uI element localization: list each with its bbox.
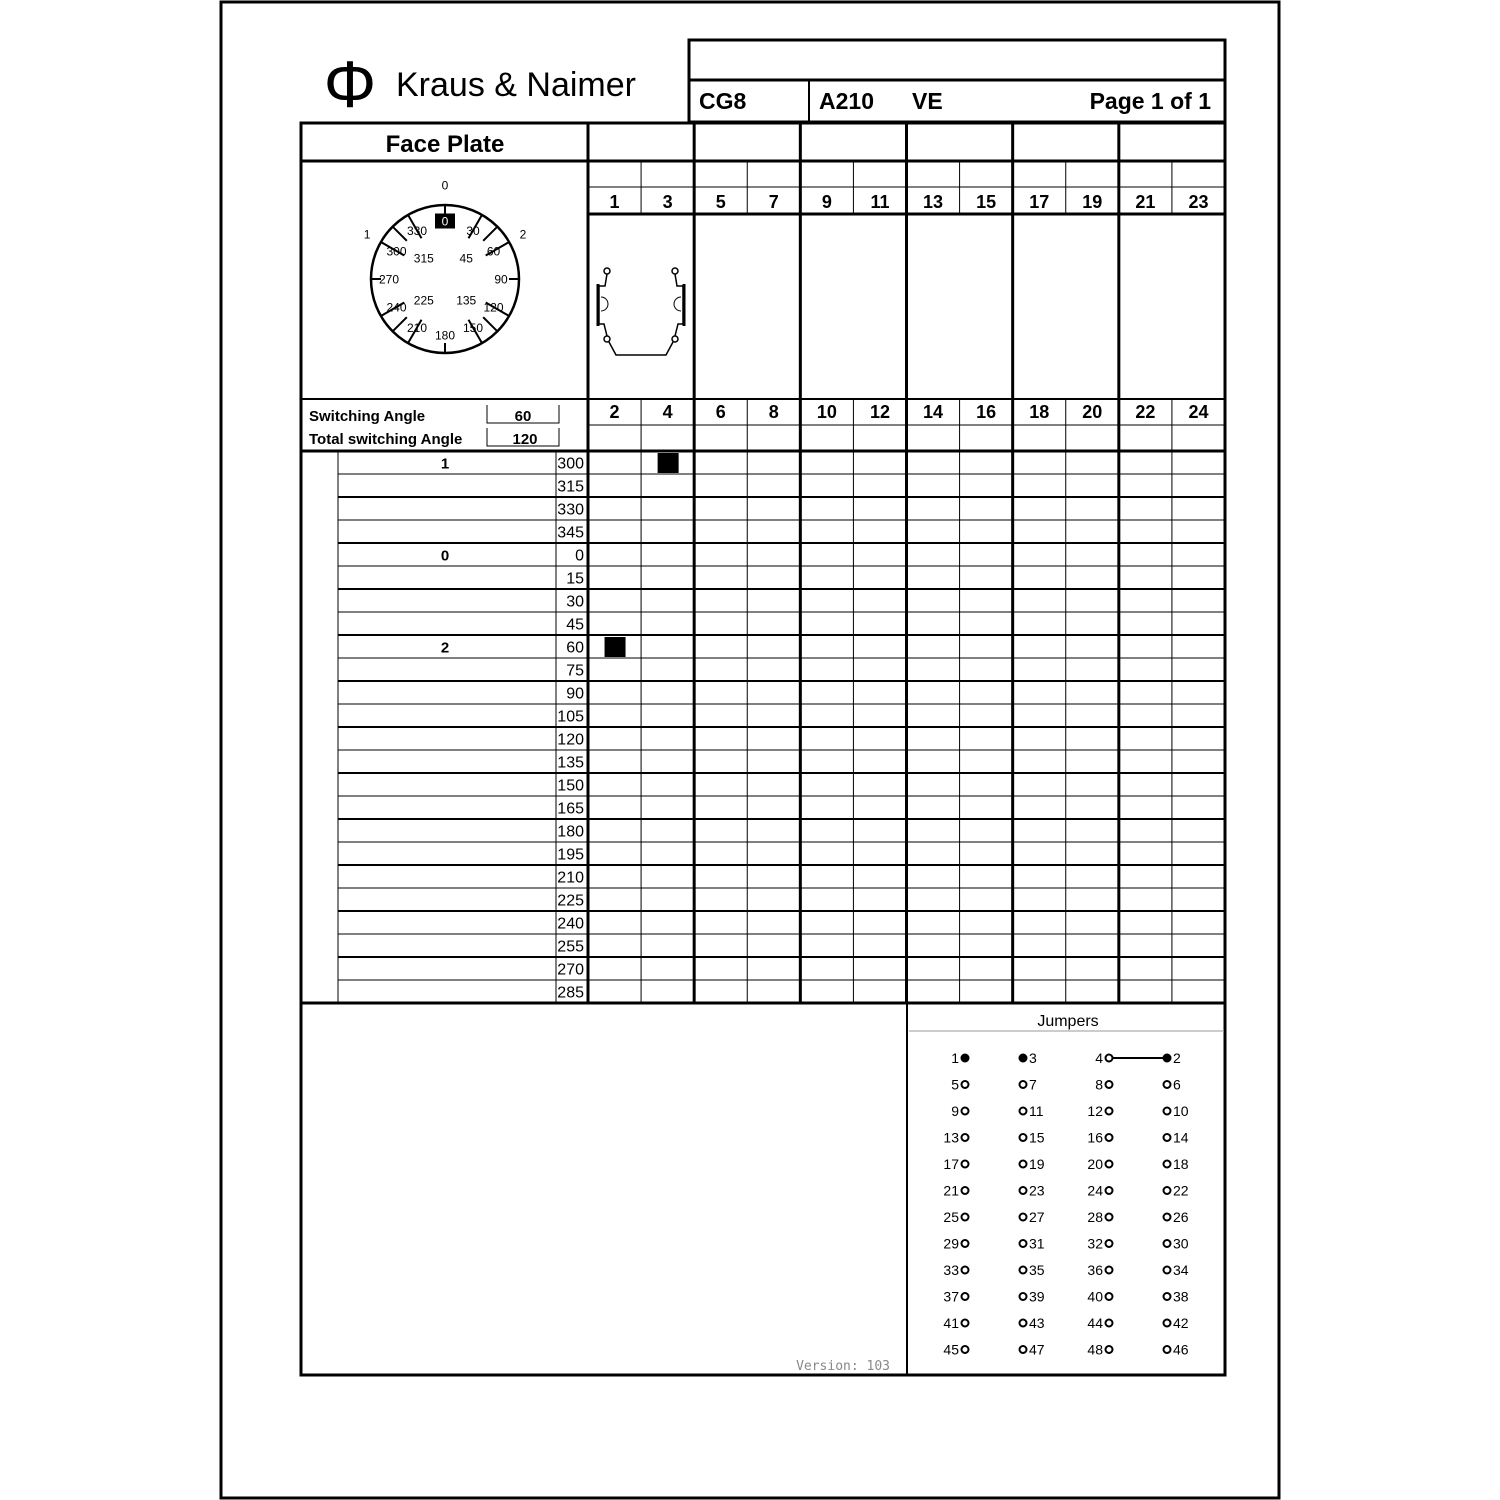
jumper-terminal	[1106, 1081, 1113, 1088]
variant-code: VE	[912, 88, 943, 114]
terminal-top-label: 5	[715, 192, 726, 212]
jumper-terminal	[962, 1081, 969, 1088]
terminal-bottom-label: 8	[768, 402, 779, 422]
jumper-label: 14	[1173, 1129, 1189, 1146]
position-row	[557, 824, 584, 841]
terminal-bottom-label: 18	[1029, 402, 1050, 422]
dial-position-label: 0	[441, 178, 449, 193]
terminal-top-label: 1	[609, 192, 620, 212]
dial-mid-label: 45	[459, 251, 473, 266]
brand-logo	[324, 47, 636, 121]
jumper-label: 31	[1029, 1235, 1045, 1252]
position-label: 1	[440, 455, 450, 473]
dial-inner-label: 90	[494, 272, 508, 287]
jumper-label: 16	[1087, 1129, 1103, 1146]
jumper-terminal	[962, 1346, 969, 1353]
position-label: 0	[440, 547, 450, 565]
switching-angle-block	[309, 405, 559, 448]
product-code: A210	[819, 88, 874, 114]
position-row	[557, 985, 584, 1002]
position-angle: 150	[557, 777, 584, 795]
jumper-terminal	[1164, 1267, 1171, 1274]
terminal-bottom-label: 4	[662, 402, 673, 422]
jumper-label: 36	[1087, 1262, 1103, 1278]
jumper-terminal	[1106, 1240, 1113, 1247]
jumper-label: 46	[1173, 1341, 1189, 1358]
jumper-terminal	[1164, 1081, 1171, 1088]
jumper-terminal	[1164, 1161, 1171, 1168]
dial-position-label: 1	[363, 227, 371, 242]
jumper-label: 41	[943, 1315, 959, 1331]
jumper-terminal	[1106, 1293, 1113, 1300]
jumper-label: 1	[951, 1050, 959, 1066]
jumper-label: 21	[943, 1182, 959, 1199]
jumper-terminal	[1164, 1293, 1171, 1300]
jumper-label: 6	[1173, 1076, 1181, 1093]
dial-inner-label: 240	[386, 300, 407, 315]
position-angle: 270	[557, 961, 584, 979]
position-angle: 75	[566, 662, 584, 680]
position-row	[441, 456, 584, 473]
dial-inner-label: 30	[466, 224, 480, 239]
version-label: Version: 103	[796, 1359, 890, 1374]
total-angle-label: Total switching Angle	[309, 431, 463, 448]
jumper-terminal	[1020, 1134, 1027, 1141]
jumper-label: 3	[1029, 1050, 1037, 1066]
terminal-bottom-label: 14	[923, 402, 944, 422]
jumper-label: 4	[1095, 1050, 1103, 1066]
contact-schematic	[598, 268, 684, 355]
jumper-label: 8	[1095, 1076, 1103, 1093]
jumper-terminal	[1020, 1320, 1027, 1327]
jumper-label: 23	[1029, 1182, 1045, 1199]
dial-mid-label: 315	[413, 251, 434, 266]
jumper-terminal	[1164, 1240, 1171, 1247]
jumper-terminal	[1020, 1055, 1027, 1062]
position-row	[441, 640, 584, 657]
brand-name: Kraus & Naimer	[396, 66, 636, 104]
position-angle: 120	[557, 731, 584, 749]
jumper-terminal	[962, 1108, 969, 1115]
dial-tick	[483, 317, 497, 331]
terminal-top-label: 3	[662, 192, 673, 212]
jumper-label: 13	[943, 1129, 959, 1146]
position-row	[566, 686, 584, 703]
position-row	[441, 548, 584, 565]
jumper-terminal	[1106, 1214, 1113, 1221]
position-row	[557, 893, 584, 910]
terminal-top-label: 19	[1082, 192, 1103, 212]
jumper-label: 9	[951, 1103, 959, 1119]
position-row	[557, 755, 584, 772]
dial-inner-label: 330	[406, 224, 428, 239]
jumper-terminal	[1106, 1346, 1113, 1353]
jumper-label: 29	[943, 1235, 959, 1252]
terminal-top-label: 11	[870, 192, 890, 212]
terminal-top-label: 21	[1135, 192, 1156, 212]
jumper-label: 20	[1087, 1156, 1103, 1172]
terminal-bottom-label: 2	[609, 402, 620, 422]
jumper-terminal	[1106, 1055, 1113, 1062]
position-row	[557, 502, 584, 519]
position-row	[566, 594, 584, 611]
series-code: CG8	[699, 88, 747, 114]
jumper-terminal	[1106, 1320, 1113, 1327]
position-angle: 60	[566, 639, 584, 657]
jumper-label: 27	[1029, 1209, 1045, 1225]
position-row	[557, 870, 584, 887]
switching-angle-value: 60	[514, 408, 532, 425]
jumper-label: 2	[1173, 1050, 1181, 1066]
position-row	[566, 663, 584, 680]
jumper-terminal	[962, 1214, 969, 1221]
jumper-terminal	[1164, 1346, 1171, 1353]
jumper-label: 28	[1087, 1209, 1103, 1225]
jumper-label: 7	[1029, 1076, 1037, 1093]
dial-inner-label: 150	[462, 320, 484, 335]
jumper-terminal	[1020, 1187, 1027, 1194]
position-angle: 240	[557, 915, 584, 933]
jumper-label: 11	[1029, 1103, 1044, 1119]
position-row	[557, 525, 584, 542]
jumper-label: 39	[1029, 1288, 1045, 1305]
dial-inner-label: 300	[386, 244, 407, 259]
jumper-terminal	[962, 1055, 969, 1062]
jumper-terminal	[962, 1187, 969, 1194]
jumper-terminal	[1164, 1320, 1171, 1327]
terminal-top-label: 15	[976, 192, 997, 212]
jumper-label: 22	[1173, 1182, 1189, 1199]
terminal-bottom-label: 16	[976, 402, 997, 422]
dial-inner-label: 180	[434, 328, 456, 343]
position-angle: 195	[557, 846, 584, 864]
jumper-label: 5	[951, 1076, 959, 1093]
position-angle: 300	[557, 455, 584, 473]
jumper-label: 18	[1173, 1156, 1189, 1172]
jumper-terminal	[962, 1320, 969, 1327]
jumper-terminal	[1106, 1108, 1113, 1115]
dial-position-label: 2	[519, 227, 527, 242]
position-angle: 345	[557, 524, 584, 542]
dial-tick	[393, 317, 407, 331]
dial-inner-label: 270	[378, 272, 400, 287]
jumper-terminal	[1164, 1187, 1171, 1194]
jumper-terminal	[1020, 1293, 1027, 1300]
total-angle-value: 120	[512, 431, 538, 448]
position-row	[557, 732, 584, 749]
terminal-top-label: 17	[1029, 192, 1050, 212]
terminal-bottom-label: 20	[1082, 402, 1103, 422]
jumper-label: 43	[1029, 1315, 1045, 1331]
position-angle: 315	[557, 478, 584, 496]
position-angle: 0	[575, 547, 584, 565]
position-angle: 255	[557, 938, 584, 956]
jumper-terminal	[1020, 1214, 1027, 1221]
position-row	[557, 916, 584, 933]
jumper-label: 15	[1029, 1129, 1045, 1146]
jumper-label: 38	[1173, 1288, 1189, 1305]
position-row	[557, 939, 584, 956]
jumper-terminal	[1020, 1240, 1027, 1247]
jumper-terminal	[1020, 1081, 1027, 1088]
jumper-label: 40	[1087, 1288, 1103, 1305]
dial-mid-label: 225	[413, 293, 434, 308]
position-angle: 165	[557, 800, 584, 818]
jumper-label: 24	[1087, 1182, 1103, 1199]
jumper-terminal	[1164, 1134, 1171, 1141]
title-block	[689, 40, 1225, 122]
jumper-label: 30	[1173, 1235, 1189, 1252]
jumper-terminal	[1164, 1108, 1171, 1115]
jumper-label: 35	[1029, 1262, 1045, 1278]
jumper-label: 47	[1029, 1341, 1045, 1358]
main-frame	[301, 123, 1225, 1375]
terminal-top-label: 7	[768, 192, 779, 212]
position-angle: 330	[557, 501, 584, 519]
dial-tick	[483, 227, 497, 241]
jumper-terminal	[962, 1161, 969, 1168]
position-angle: 285	[557, 984, 584, 1002]
jumper-terminal	[1164, 1055, 1171, 1062]
jumper-label: 44	[1087, 1315, 1103, 1331]
jumper-terminal	[1020, 1346, 1027, 1353]
jumper-label: 26	[1173, 1209, 1189, 1225]
jumper-label: 25	[943, 1209, 959, 1225]
position-label: 2	[440, 639, 450, 657]
jumper-panel	[909, 1013, 1224, 1358]
phi-symbol: Φ	[323, 47, 377, 121]
dial-inner-label: 120	[483, 300, 504, 315]
jumper-terminal	[1020, 1267, 1027, 1274]
jumper-label: 48	[1087, 1341, 1103, 1358]
terminal-top-label: 13	[923, 192, 944, 212]
jumpers-title: Jumpers	[1037, 1013, 1099, 1030]
terminal-bottom-label: 6	[715, 402, 726, 422]
position-row	[557, 709, 584, 726]
jumper-terminal	[1106, 1187, 1113, 1194]
terminal-top-label: 23	[1188, 192, 1209, 212]
jumper-terminal	[1106, 1161, 1113, 1168]
dial-mid-label: 135	[456, 293, 477, 308]
jumper-terminal	[1106, 1267, 1113, 1274]
position-row	[566, 571, 584, 588]
position-angle: 105	[557, 708, 584, 726]
position-angle: 135	[557, 754, 584, 772]
jumper-label: 45	[943, 1341, 959, 1358]
jumper-terminal	[962, 1134, 969, 1141]
page-number: Page 1 of 1	[1089, 88, 1211, 114]
jumper-terminal	[962, 1293, 969, 1300]
jumper-label: 19	[1029, 1156, 1045, 1172]
dial-tick	[393, 227, 407, 241]
position-row	[566, 617, 584, 634]
closed-contact-mark	[658, 453, 679, 473]
switching-angle-label: Switching Angle	[309, 408, 426, 425]
position-angle: 180	[557, 823, 584, 841]
jumper-label: 32	[1087, 1235, 1103, 1252]
dial-inner-label: 0	[441, 214, 449, 229]
closed-contact-mark	[605, 637, 626, 657]
position-row	[557, 801, 584, 818]
dial-inner-label: 210	[406, 320, 428, 335]
jumper-terminal	[1020, 1108, 1027, 1115]
position-row	[557, 847, 584, 864]
position-row	[557, 778, 584, 795]
face-plate-title: Face Plate	[385, 131, 505, 158]
jumper-terminal	[962, 1267, 969, 1274]
jumper-label: 12	[1087, 1103, 1103, 1119]
jumper-label: 17	[943, 1156, 959, 1172]
jumper-label: 34	[1173, 1262, 1189, 1278]
position-angle: 225	[557, 892, 584, 910]
position-row	[557, 962, 584, 979]
jumper-terminal	[962, 1240, 969, 1247]
jumper-terminal	[1020, 1161, 1027, 1168]
terminal-top-label: 9	[821, 192, 832, 212]
position-angle: 210	[557, 869, 584, 887]
jumper-label: 10	[1173, 1103, 1189, 1119]
position-row	[557, 479, 584, 496]
position-angle: 30	[566, 593, 584, 611]
position-angle: 45	[566, 616, 584, 634]
terminal-bottom-label: 10	[816, 402, 837, 422]
jumper-terminal	[1164, 1214, 1171, 1221]
jumper-label: 37	[943, 1288, 959, 1305]
jumper-label: 42	[1173, 1315, 1189, 1331]
jumper-label: 33	[943, 1262, 959, 1278]
face-plate-dial	[364, 179, 527, 354]
terminal-bottom-label: 22	[1135, 402, 1156, 422]
position-angle: 15	[566, 570, 584, 588]
terminal-bottom-label: 24	[1188, 402, 1209, 422]
position-angle: 90	[566, 685, 584, 703]
jumper-terminal	[1106, 1134, 1113, 1141]
terminal-bottom-label: 12	[869, 402, 890, 422]
dial-inner-label: 60	[486, 244, 501, 259]
